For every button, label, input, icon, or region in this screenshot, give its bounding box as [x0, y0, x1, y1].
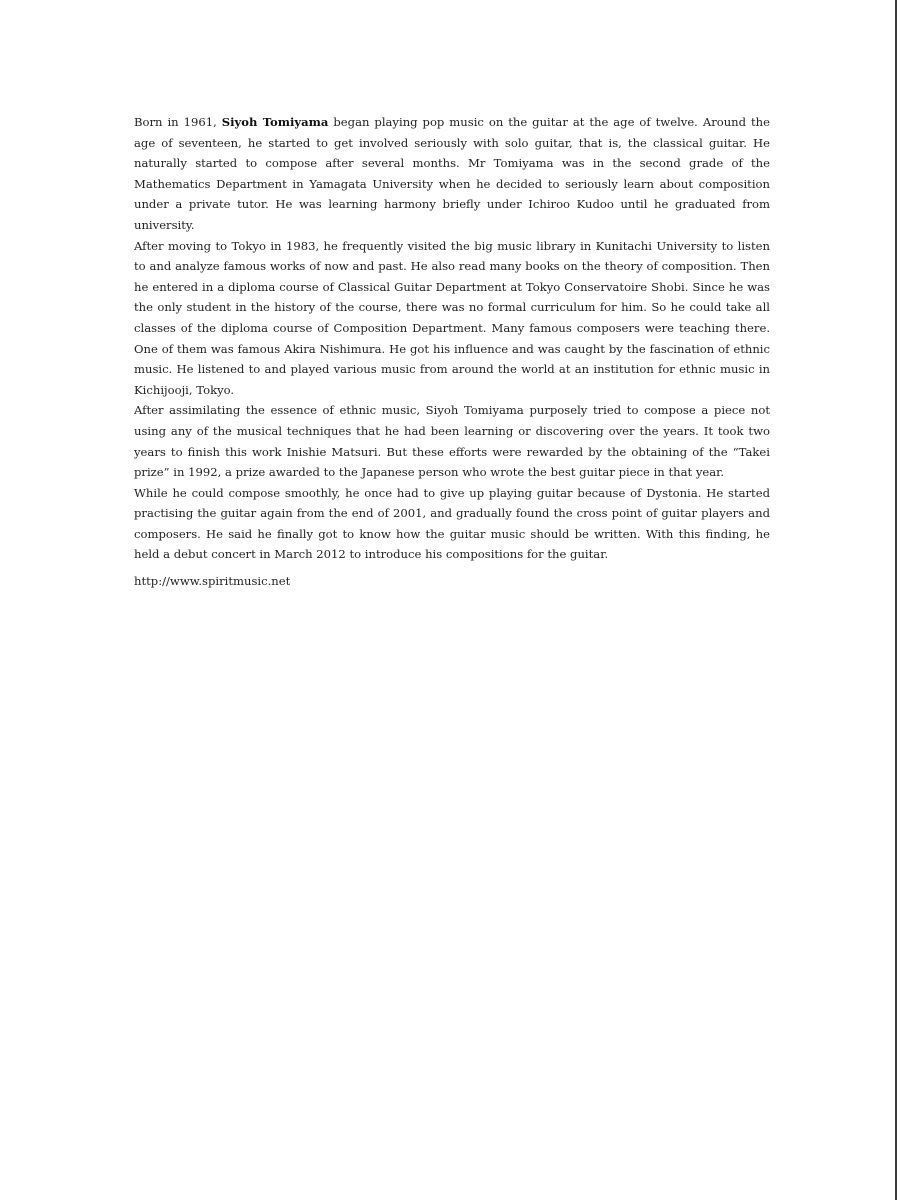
paragraph-4: While he could compose smoothly, he once had to give up playing guitar because of Dystonia. He started practising the guitar again from the end of 2001, and gradually found the cross point of guitar players and composers. He said he finally got to know how the guitar music should be written. With this finding, he held a debut concert in March 2012 to introduce his compositions for the guitar. [134, 485, 770, 562]
paragraph-1-intro: Born in 1961, [134, 115, 222, 129]
paragraph-1-body: began playing pop music on the guitar at the age of twelve. Around the age of seventeen, he started to get involved seriously with solo guitar, that is, the classical guitar. He naturally started to compose after several months. Mr Tomiyama was in the second grade of the Mathematics Department in Yamagata University when he decided to seriously learn about composition under a private tutor. He was learning harmony briefly under Ichiroo Kudoo until he graduated from university. [134, 115, 770, 232]
paragraph-3: After assimilating the essence of ethnic music, Siyoh Tomiyama purposely tried to compose a piece not using any of the musical techniques that he had been learning or discovering over the years. It took two years to finish this work Inishie Matsuri. But these efforts were rewarded by the obtaining of the “Takei prize” in 1992, a prize awarded to the Japanese person who wrote the best guitar piece in that year. [134, 403, 770, 480]
paragraph-1 [134, 112, 770, 236]
biography-text [134, 112, 770, 592]
composer-name: Siyoh Tomiyama [221, 115, 329, 129]
website-url: http://www.spiritmusic.net [134, 574, 291, 589]
paragraph-2: After moving to Tokyo in 1983, he frequently visited the big music library in Kunitachi University to listen to and analyze famous works of now and past. He also read many books on the theory of composition. Then he entered in a diploma course of Classical Guitar Department at Tokyo Conservatoire Shobi. Since he was the only student in the history of the course, there was no formal curriculum for him. So he could take all classes of the diploma course of Composition Department. Many famous composers were teaching there. One of them was famous Akira Nishimura. He got his influence and was caught by the fascination of ethnic music. He listened to and played various music from around the world at an institution for ethnic music in Kichijooji, Tokyo. [134, 238, 770, 397]
